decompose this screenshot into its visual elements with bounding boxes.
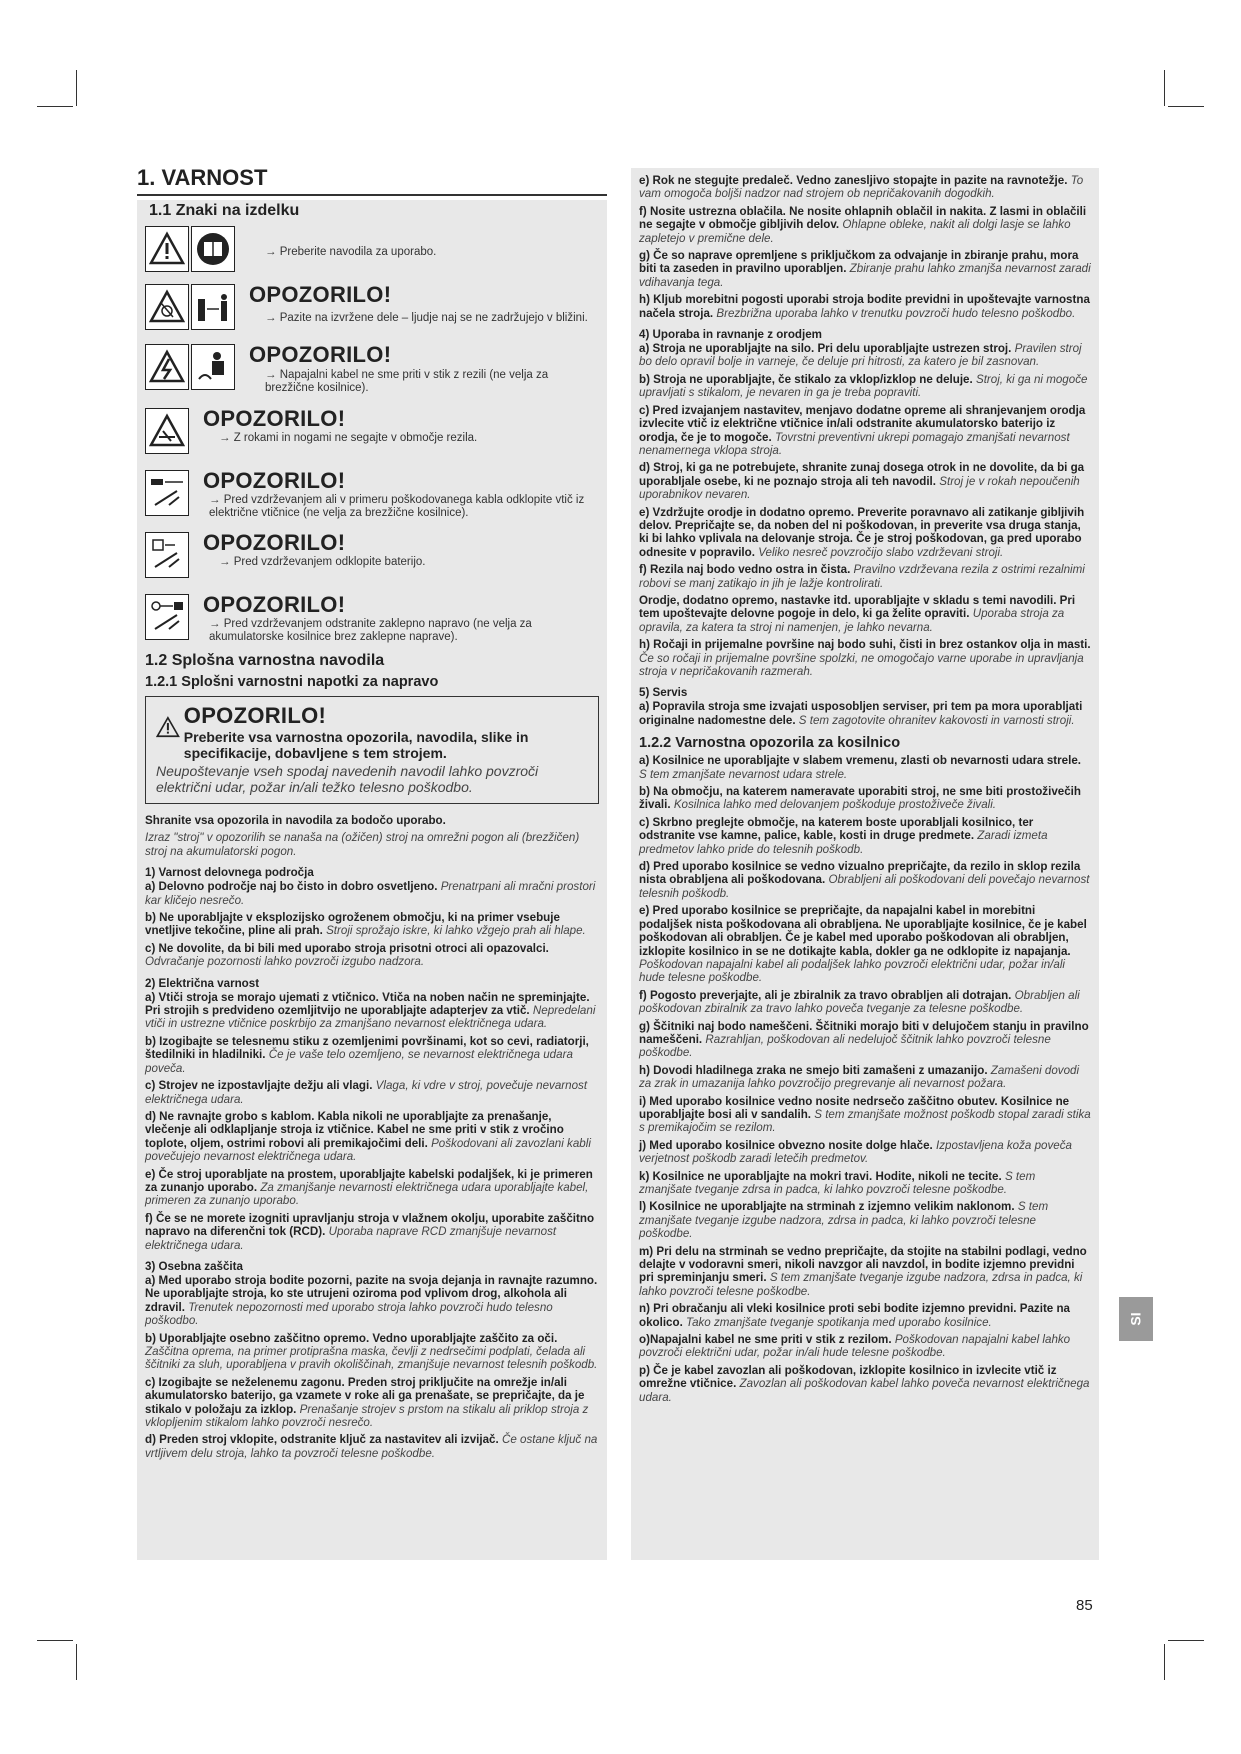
paragraph: i) Med uporabo kosilnice vedno nosite nedrsečo zaščitno obutev. Kosilnice ne uporabljajte bosi ali v sandalih. S tem zmanjšate možnost poškodb stopal zaradi stika s premikajočim se rezilom.: [639, 1094, 1091, 1135]
section-label: 1) Varnost delovnega področja: [145, 866, 314, 880]
symbol-description: → Pazite na izvržene dele – ljudje naj se ne zadržujejo v bližini.: [265, 312, 588, 324]
warning-box: [145, 696, 599, 804]
symbol-row: [145, 224, 599, 282]
crop-mark: [1168, 106, 1204, 107]
symbol-row: [145, 282, 599, 342]
paragraph: d) Preden stroj vklopite, odstranite ključ za nastavitev ali izvijač. Če ostane ključ na vrtljivem delu stroja, lahko ta povzroči telesne poškodbe.: [145, 1433, 598, 1460]
section-label: 3) Osebna zaščita: [145, 1259, 243, 1273]
paragraph: e) Vzdržujte orodje in dodatno opremo. Preverite poravnavo ali zatikanje gibljivih delov. Prepričajte se, da noben del ni poškodovan, in preverite vsa druga stanja, ki bi lahko vplivala na delovanje stroja. Če je stroj poškodovan, ga pred uporabo odnesite v popravilo. Veliko nesreč povzročijo slabo vzdrževani stroji.: [639, 505, 1085, 559]
symbol-row: [145, 530, 599, 592]
symbol-description: → Preberite navodila za uporabo.: [265, 246, 437, 258]
right-column: [631, 168, 1099, 1560]
page-number: 85: [1076, 1597, 1093, 1614]
paragraph: c) Strojev ne izpostavljajte dežju ali vlagi. Vlaga, ki vdre v stroj, povečuje nevarnost električnega udara.: [145, 1079, 588, 1106]
paragraph: p) Če je kabel zavozlan ali poškodovan, izklopite kosilnico in izvlecite vtič iz omrežne vtičnice. Zavozlan ali poškodovan kabel lahko poveča nevarnost električnega udara.: [639, 1363, 1090, 1404]
title-rule: [137, 194, 607, 196]
paragraph: k) Kosilnice ne uporabljajte na mokri travi. Hodite, nikoli ne tecite. S tem zmanjšate tveganje zdrsa in padca, ki lahko povzroči telesne poškodbe.: [639, 1169, 1036, 1196]
section-label: 5) Servis: [639, 686, 688, 700]
paragraph: d) Stroj, ki ga ne potrebujete, shranite zunaj dosega otrok in ne dovolite, da bi ga uporabljale osebe, ki ne poznajo stroja ali teh navodil. Stroj je v rokah nepoučenih uporabnikov nevaren.: [639, 461, 1085, 502]
paragraph: a) Stroja ne uporabljajte na silo. Pri delu uporabljajte ustrezen stroj. Pravilen stroj bo delo opravil bolje in varneje, če deluje pri hitrosti, za katero je bil zasnovan.: [639, 342, 1082, 369]
paragraph: a) Kosilnice ne uporabljajte v slabem vremenu, zlasti ob nevarnosti udara strele. S tem zmanjšate nevarnost udara strele.: [639, 754, 1081, 781]
section-heading: 1.1 Znaki na izdelku: [149, 202, 300, 219]
crop-mark: [1164, 70, 1165, 106]
paragraph: e) Če stroj uporabljate na prostem, uporabljajte kabelski podaljšek, ki je primeren za zunanjo uporabo. Za zmanjšanje nevarnosti električnega udara uporabljajte kabel, primeren za zunanjo uporabo.: [145, 1167, 593, 1208]
paragraph: f) Pogosto preverjajte, ali je zbiralnik za travo obrabljen ali dotrajan. Obrabljen ali poškodovan zbiralnik za travo lahko poveča tveganje za telesne poškodbe.: [639, 988, 1080, 1016]
paragraph: h) Dovodi hladilnega zraka ne smejo biti zamašeni z umazanijo. Zamašeni dovodi za zrak in umazanija lahko povzročijo pregrevanje ali nevarnost požara.: [639, 1063, 1080, 1091]
paragraph: h) Kljub morebitni pogosti uporabi stroja bodite previdni in upoštevajte varnostna načela stroja. Brezbrižna uporaba lahko v trenutku povzroči hudo telesno poškodbo.: [639, 293, 1090, 320]
page-title: 1. VARNOST: [137, 165, 268, 190]
paragraph: f) Če se ne morete izogniti upravljanju stroja v vlažnem okolju, uporabite zaščitno napravo na diferenčni tok (RCD). Uporaba naprave RCD zmanjšuje nevarnost električnega udara.: [145, 1211, 595, 1252]
safety-key-icon: [145, 594, 189, 640]
subsection-heading: 1.2.2 Varnostna opozorila za kosilnico: [639, 735, 901, 752]
paragraph: d) Pred uporabo kosilnice se vedno vizualno prepričajte, da rezilo in sklop rezila nista obrabljena ali poškodovana. Obrabljeni ali poškodovani deli povečajo nevarnost telesnih poškodb.: [639, 860, 1090, 900]
paragraph: j) Med uporabo kosilnice obvezno nosite dolge hlače. Izpostavljena koža poveča verjetnost poškodb zaradi letečih predmetov.: [639, 1138, 1072, 1166]
paragraph: c) Izogibajte se neželenemu zagonu. Preden stroj priključite na omrežje in/ali akumulatorsko baterijo, ga vzamete v roke ali ga prenašate, se prepričajte, da je stikalo v položaju za izklop. Prenašanje strojev s prstom na stikalu ali priklop stroja z vklopljenim stikalom lahko povzroči nesrečo.: [145, 1375, 589, 1430]
symbol-description: → Napajalni kabel ne sme priti v stik z rezili (ne velja za brezžične kosilnice).: [265, 369, 549, 394]
warning-triangle-icon: [156, 711, 180, 743]
paragraph: a) Vtiči stroja se morajo ujemati z vtičnico. Vtiča na noben način ne spreminjajte. Pri strojih s predvideno ozemljitvijo ne uporabljajte adapterjev za vtič. Nepredelani vtiči in ustrezne vtičnice poskrbijo za zmanjšano nevarnost električnega udara.: [145, 990, 596, 1031]
paragraph: b) Izogibajte se telesnemu stiku z ozemljenimi površinami, kot so cevi, radiatorji, štedilniki in hladilniki. Če je vaše telo ozemljeno, se nevarnost električnega udara poveča.: [145, 1034, 589, 1075]
paragraph: Shranite vsa opozorila in navodila za bodočo uporabo.: [145, 814, 446, 827]
warning-heading: OPOZORILO!: [249, 342, 392, 367]
symbol-row: [145, 592, 599, 650]
crop-mark: [37, 106, 73, 107]
warning-heading: OPOZORILO!: [203, 468, 346, 493]
paragraph: Izraz "stroj" v opozorilih se nanaša na (ožičen) stroj na omrežni pogon ali (brezžičen) stroj na akumulatorski pogon.: [145, 831, 580, 858]
paragraph: c) Ne dovolite, da bi bili med uporabo stroja prisotni otroci ali opazovalci. Odvračanje pozornosti lahko povzroči izgubo nadzora.: [145, 941, 549, 969]
language-tab: SI: [1119, 1297, 1153, 1341]
crop-mark: [37, 1640, 73, 1641]
crop-mark: [1168, 1640, 1204, 1641]
section-label: 4) Uporaba in ravnanje z orodjem: [639, 328, 822, 342]
symbol-row: [145, 406, 599, 468]
warning-triangle-icon: [145, 226, 189, 272]
paragraph: b) Uporabljajte osebno zaščitno opremo. Vedno uporabljajte zaščito za oči. Zaščitna oprema, na primer protiprašna maska, čevlji z nedrsečimi podplati, čelada ali ščitniki za sluh, uporabljena v pravih okoliščinah, zmanjšuje nevarnost telesnih poškodb.: [145, 1331, 598, 1372]
subsection-heading: 1.2.1 Splošni varnostni napotki za napravo: [145, 674, 439, 690]
paragraph: Orodje, dodatno opremo, nastavke itd. uporabljajte v skladu s temi navodili. Pri tem upoštevajte delovne pogoje in delo, ki ga želite opraviti. Uporaba stroja za opravila, za katera ta stroj ni namenjen, je lahko nevarna.: [639, 593, 1076, 634]
electric-shock-icon: [145, 344, 189, 390]
unplug-maintenance-icon: [145, 470, 189, 516]
paragraph: f) Nosite ustrezna oblačila. Ne nosite ohlapnih oblačil in nakita. Z lasmi in oblačili ne segajte v območje gibljivih delov. Ohlapne obleke, nakit ali dolgi lasje se lahko zapletejo v premične dele.: [639, 204, 1087, 245]
paragraph: g) Ščitniki naj bodo nameščeni. Ščitniki morajo biti v delujočem stanju in pravilno nameščeni. Razrahljan, poškodovan ali nedelujoč ščitnik lahko povzroči telesne poškodbe.: [639, 1019, 1089, 1060]
section-heading: 1.2 Splošna varnostna navodila: [145, 652, 385, 669]
symbol-description: → Pred vzdrževanjem odklopite baterijo.: [219, 556, 426, 568]
crop-mark: [1164, 1644, 1165, 1680]
paragraph: b) Ne uporabljajte v eksplozijsko ogroženem območju, ki na primer vsebuje vnetljive tekočine, pline ali prah. Stroji sprožajo iskre, ki lahko vžgejo prah ali hlape.: [145, 911, 586, 938]
crop-mark: [76, 1644, 77, 1680]
crop-mark: [76, 70, 77, 106]
thrown-objects-icon: [145, 284, 189, 330]
warning-box-bold: Preberite vsa varnostna opozorila, navodila, slike in specifikacije, dobavljene s tem strojem.: [183, 729, 529, 761]
paragraph: e) Rok ne stegujte predaleč. Vedno zanesljivo stopajte in pazite na ravnotežje. To vam omogoča boljši nadzor nad strojem ob nepričakovanih dogodkih.: [639, 174, 1084, 201]
warning-heading: OPOZORILO!: [183, 703, 327, 728]
keep-distance-icon: [191, 284, 235, 330]
cable-mower-icon: [191, 344, 235, 390]
symbol-row: [145, 342, 599, 406]
hand-foot-blade-icon: [145, 408, 189, 454]
section-label: 2) Električna varnost: [145, 976, 260, 990]
paragraph: h) Ročaji in prijemalne površine naj bodo suhi, čisti in brez ostankov olja in masti. Če so ročaji in prijemalne površine spolzki, ne omogočajo varne uporabe in upravljanja stroja v nepričakovanih razmerah.: [639, 638, 1091, 678]
battery-removal-icon: [145, 532, 189, 578]
warning-heading: OPOZORILO!: [203, 530, 346, 555]
paragraph: a) Popravila stroja sme izvajati usposobljen serviser, pri tem pa mora uporabljati originalne nadomestne dele. S tem zagotovite ohranitev kakovosti in varnosti stroji.: [639, 700, 1083, 727]
left-column: [137, 200, 607, 1560]
read-manual-icon: [191, 226, 235, 272]
warning-heading: OPOZORILO!: [249, 282, 392, 307]
warning-heading: OPOZORILO!: [203, 592, 346, 617]
paragraph: c) Pred izvajanjem nastavitev, menjavo dodatne opreme ali shranjevanjem orodja izvlecite vtič iz električne vtičnice in/ali odstranite akumulatorsko baterijo iz orodja, če je to mogoče. Tovrstni preventivni ukrepi pomagajo zmanjšati nevarnost nenamernega vklopa stroja.: [639, 403, 1086, 457]
warning-box-italic: Neupoštevanje vseh spodaj navedenih navodil lahko povzroči električni udar, požar in/ali težko telesno poškodbo.: [156, 763, 539, 795]
paragraph: b) Stroja ne uporabljajte, če stikalo za vklop/izklop ne deluje. Stroj, ki ga ni mogoče upravljati s stikalom, je nevaren in ga je treba popraviti.: [639, 372, 1088, 400]
paragraph: a) Med uporabo stroja bodite pozorni, pazite na svoja dejanja in ravnajte razumno. Ne uporabljajte stroja, ko ste utrujeni oziroma pod vplivom drog, alkohola ali zdravil. Trenutek nepozornosti med uporabo stroja lahko povzroči hudo telesno poškodbo.: [145, 1273, 598, 1328]
symbol-description: → Z rokami in nogami ne segajte v območje rezila.: [219, 432, 478, 444]
paragraph: a) Delovno področje naj bo čisto in dobro osvetljeno. Prenatrpani ali mračni prostori kar kličejo nesrečo.: [145, 880, 596, 907]
paragraph: b) Na območju, na katerem nameravate uporabiti stroj, ne sme biti prostoživečih živali. Kosilnica lahko med delovanjem poškoduje prostoživeče živali.: [639, 785, 1081, 812]
paragraph: f) Rezila naj bodo vedno ostra in čista. Pravilno vzdrževana rezila z ostrimi rezalnimi robovi se manj zatikajo in jih je lažje kontrolirati.: [639, 563, 1085, 590]
paragraph: m) Pri delu na strminah se vedno prepričajte, da stojite na stabilni podlagi, vedno delajte v vodoravni smeri, nikoli navzgor ali navzdol, in bodite izjemno previdni pri spreminjanju smeri. S tem zmanjšate tveganje izgube nadzora, zdrsa in padca, ki lahko povzroči telesne poškodbe.: [639, 1244, 1087, 1298]
paragraph: d) Ne ravnajte grobo s kablom. Kabla nikoli ne uporabljajte za prenašanje, vlečenje ali odklapljanje stroja iz vtičnice. Kabel ne sme priti v stik z vročino toplote, oljem, ostrimi robovi ali premikajočimi deli. Poškodovani ali zavozlani kabli povečujejo nevarnost električnega udara.: [145, 1109, 591, 1164]
paragraph: n) Pri obračanju ali vleki kosilnice proti sebi bodite izjemno previdni. Pazite na okolico. Tako zmanjšate tveganje spotikanja med uporabo kosilnice.: [639, 1302, 1071, 1329]
paragraph: g) Če so naprave opremljene s priključkom za odvajanje in zbiranje prahu, mora biti ta zaseden in pravilno uporabljen. Zbiranje prahu lahko zmanjša nevarnost zaradi vdihavanja tega.: [639, 249, 1091, 289]
symbol-description: → Pred vzdrževanjem odstranite zaklepno napravo (ne velja za akumulatorske kosilnice brez zaklepne naprave).: [209, 618, 532, 643]
warning-heading: OPOZORILO!: [203, 406, 346, 431]
paragraph: c) Skrbno preglejte območje, na katerem boste uporabljali kosilnico, ter odstranite vse kamne, palice, kable, kosti in druge predmete. Zaradi izmeta predmetov lahko pride do telesnih poškodb.: [639, 815, 1048, 856]
paragraph: e) Pred uporabo kosilnice se prepričajte, da napajalni kabel in morebitni podaljšek nista poškodovana ali obrabljena. Ne uporabljajte kosilnice, če je kabel poškodovan ali obrabljen. Če je kabel med uporabo poškodovan ali obrabljen, izklopite kosilnico in se ne dotikajte kabla, dokler ga ne odklopite iz napajanja. Poškodovan napajalni kabel ali podaljšek lahko povzroči električni udar, požar in/ali hude telesne poškodbe.: [639, 904, 1087, 985]
symbol-row: [145, 468, 599, 530]
symbol-description: → Pred vzdrževanjem ali v primeru poškodovanega kabla odklopite vtič iz električne vtičnice (ne velja za brezžične kosilnice).: [209, 494, 585, 519]
paragraph: l) Kosilnice ne uporabljajte na strminah z izjemno velikim naklonom. S tem zmanjšate tveganje izgube nadzora, zdrsa in padca, ki lahko povzroči telesne poškodbe.: [639, 1200, 1049, 1241]
paragraph: o)Napajalni kabel ne sme priti v stik z rezilom. Poškodovan napajalni kabel lahko povzroči električni udar, požar in/ali hude telesne poškodbe.: [639, 1333, 1071, 1360]
